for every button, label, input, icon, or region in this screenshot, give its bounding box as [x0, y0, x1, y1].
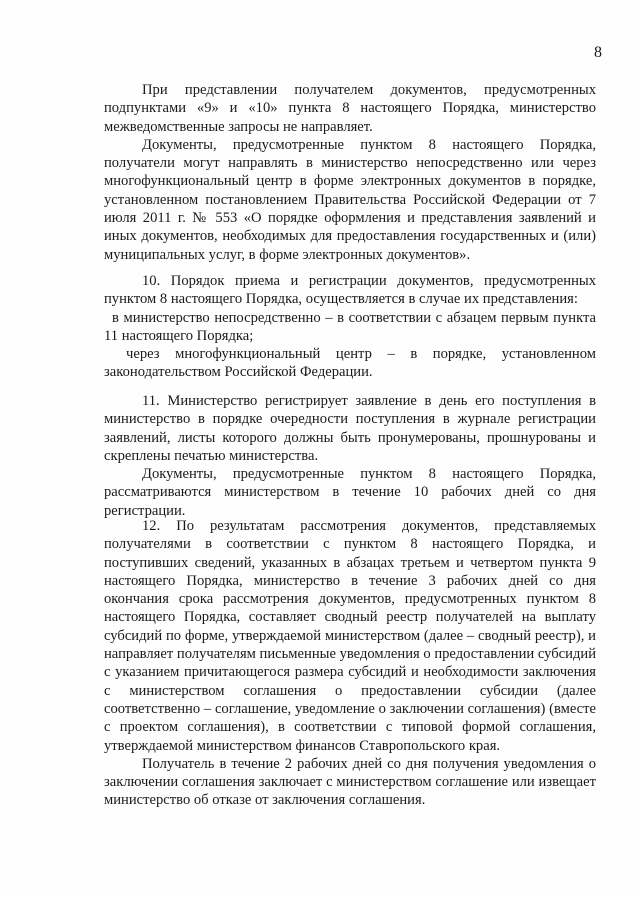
- body-text-block-4: [104, 517, 596, 810]
- paragraph-1: При представлении получателем документов, предусмотренных подпунктами «9» и «10» пункта 8 настоящего Порядка, министерство межведомственные запросы не направляет.: [104, 82, 596, 135]
- paragraph-3: 10. Порядок приема и регистрации документов, предусмотренных пунктом 8 настоящего Порядка, осуществляется в случае их представления:: [104, 273, 596, 308]
- paragraph-4: в министерство непосредственно – в соответствии с абзацем первым пункта 11 настоящего Порядка;: [104, 309, 596, 344]
- body-text-block-1: [104, 81, 596, 264]
- paragraph-9: Получатель в течение 2 рабочих дней со дня получения уведомления о заключении соглашения заключает с министерством соглашение или извещает министерство об отказе от заключения соглашения.: [104, 755, 596, 809]
- paragraph-8: 12. По результатам рассмотрения документов, представляемых получателями в соответствии с пунктом 8 настоящего Порядка, и поступивших сведений, указанных в абзацах третьем и четвертом пункта 9 настоящего Порядка, министерство в течение 3 рабочих дней со дня окончания срока рассмотрения документов, предусмотренных пунктом 8 настоящего Порядка, составляет сводный реестр получателей на выплату субсидий по форме, утверждаемой министерством (далее – сводный реестр), и направляет получателям письменные уведомления о предоставлении субсидий с указанием причитающегося размера субсидий и необходимости заключения с министерством соглашения о предоставлении субсидии (далее соответственно – соглашение, уведомление о заключении соглашения) (вместе с проектом соглашения), в соответствии с типовой формой соглашения, утверждаемой министерством финансов Ставропольского края.: [104, 518, 596, 754]
- paragraph-2: Документы, предусмотренные пунктом 8 настоящего Порядка, получатели могут направлять в министерство непосредственно или через многофункциональный центр в форме электронных документов в порядке, установленном постановлением Правительства Российской Федерации от 7 июля 2011 г. № 553 «О порядке оформления и представления заявлений и иных документов, необходимых для предоставления государственных и (или) муниципальных услуг, в форме электронных документов».: [104, 136, 596, 263]
- page-number: 8: [594, 44, 602, 61]
- paragraph-7: Документы, предусмотренные пунктом 8 настоящего Порядка, рассматриваются министерством в течение 10 рабочих дней со дня регистрации.: [104, 466, 596, 519]
- body-text-block-2: [104, 272, 596, 382]
- paragraph-6: 11. Министерство регистрирует заявление в день его поступления в министерство в порядке очередности поступления в журнале регистрации заявлений, листы которого должны быть пронумерованы, прошнурованы и скреплены печатью министерства.: [104, 393, 596, 464]
- paragraph-5: через многофункциональный центр – в порядке, установленном законодательством Российской Федерации.: [104, 346, 596, 381]
- body-text-block-3: [104, 392, 596, 520]
